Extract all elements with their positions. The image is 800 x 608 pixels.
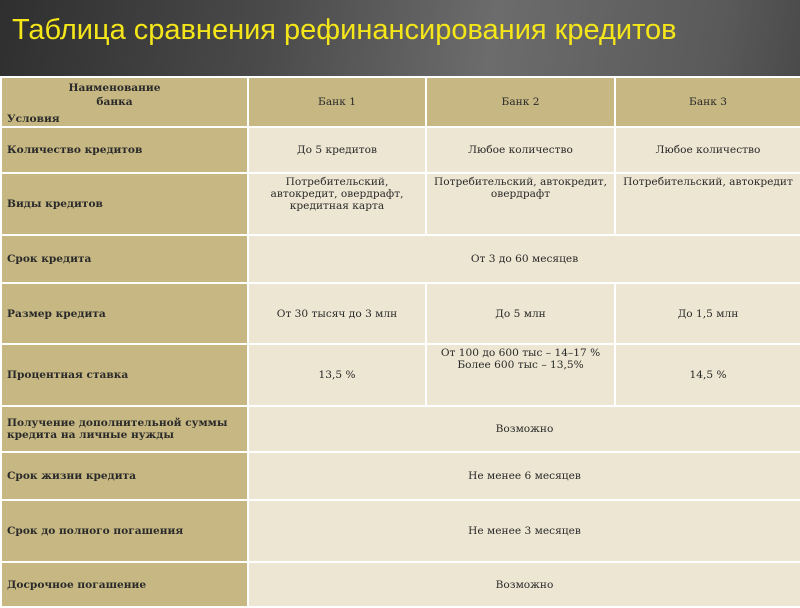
row-label: Количество кредитов — [1, 127, 248, 173]
table-cell: От 100 до 600 тыс – 14–17 % Более 600 тыс – 13,5% — [426, 344, 615, 406]
row-label: Виды кредитов — [1, 173, 248, 235]
table-row — [1, 127, 800, 173]
bank-2-header: Банк 2 — [426, 77, 615, 127]
table-row — [1, 173, 800, 235]
table-cell: Любое количество — [615, 127, 800, 173]
table-row — [1, 235, 800, 283]
table-cell: До 5 млн — [426, 283, 615, 344]
table-row — [1, 283, 800, 344]
table-row — [1, 500, 800, 562]
table-cell: До 1,5 млн — [615, 283, 800, 344]
comparison-table — [0, 76, 800, 608]
bank-name-caption-line1: Наименование — [68, 82, 161, 94]
merged-cell: Не менее 3 месяцев — [248, 500, 800, 562]
merged-cell: Не менее 6 месяцев — [248, 452, 800, 500]
table-cell: Любое количество — [426, 127, 615, 173]
row-label: Получение дополнительной суммы кредита на личные нужды — [1, 406, 248, 452]
bank-name-caption-line2: банка — [96, 96, 133, 108]
merged-cell: Возможно — [248, 562, 800, 607]
row-label: Срок жизни кредита — [1, 452, 248, 500]
table-row — [1, 452, 800, 500]
table-cell: Потребительский, автокредит, овердрафт, кредитная карта — [248, 173, 426, 235]
header-row — [1, 77, 800, 127]
bank-name-caption — [2, 78, 247, 109]
merged-cell: От 3 до 60 месяцев — [248, 235, 800, 283]
table-row — [1, 406, 800, 452]
table-cell: Потребительский, автокредит — [615, 173, 800, 235]
table-cell: Потребительский, автокредит, овердрафт — [426, 173, 615, 235]
table-cell: 13,5 % — [248, 344, 426, 406]
table-row — [1, 562, 800, 607]
table-row — [1, 344, 800, 406]
row-label: Процентная ставка — [1, 344, 248, 406]
table-cell: До 5 кредитов — [248, 127, 426, 173]
table-cell: 14,5 % — [615, 344, 800, 406]
row-label: Срок кредита — [1, 235, 248, 283]
row-label: Размер кредита — [1, 283, 248, 344]
bank-3-header: Банк 3 — [615, 77, 800, 127]
merged-cell: Возможно — [248, 406, 800, 452]
row-label: Срок до полного погашения — [1, 500, 248, 562]
slide-title: Таблица сравнения рефинансирования кредитов — [12, 14, 677, 46]
row-label: Досрочное погашение — [1, 562, 248, 607]
bank-1-header: Банк 1 — [248, 77, 426, 127]
table-cell: От 30 тысяч до 3 млн — [248, 283, 426, 344]
corner-header-cell — [1, 77, 248, 127]
conditions-caption: Условия — [7, 113, 60, 125]
